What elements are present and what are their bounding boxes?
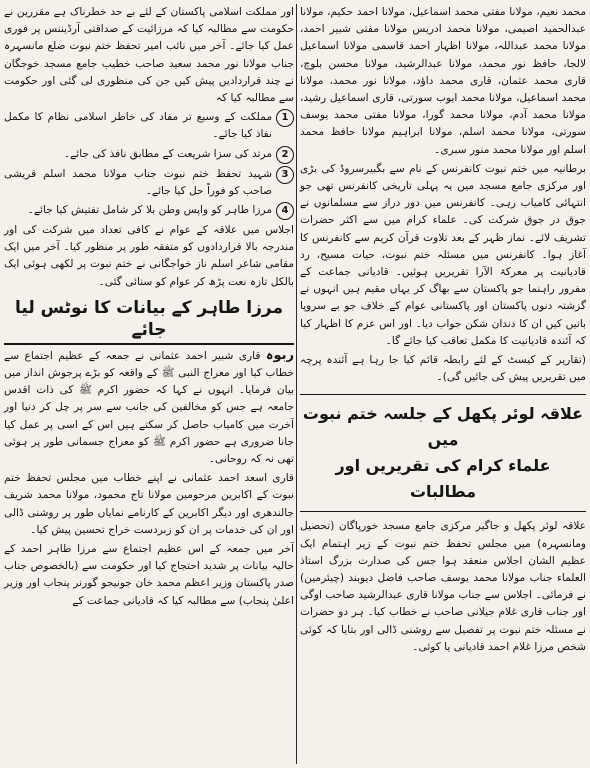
- headline-line-2: علماء کرام کی تقریریں اور مطالبات: [335, 456, 551, 502]
- conference-report: برطانیہ میں ختم نبوت کانفرنس کے نام سے بگبیرسروڈ کی بڑی اور مرکزی جامع مسجد میں یہ پہلی تاریخی کانفرنس تھی جو انتہائی کامیاب رہی۔ کانفرنس میں دور دراز سے مسلمانوں نے جوق در جوق شرکت کی۔ علماء کرام میں سے اکثر حضرات تشریف لائے۔ نماز ظہر کے بعد تلاوت قرآن کریم سے کانفرنس کا آغاز ہوا۔ کانفرنس میں مسئلہ ختم نبوت، حیات مسیح، رد قادیانیت پر معرکۃ الآرا تقریریں ہوئیں۔ قادیانی جماعت کے مفرور راہنما جو پاکستان سے بھاگ کر یہاں مقیم ہیں انہوں نے گزشتہ دنوں پاکستان اور پاکستانی عوام کے خلاف جو بے سروپا باتیں کیں ان کا دندان شکن جواب دیا۔ اور اس عزم کا اظہار کیا کہ آئندہ قادیانیت کا مکمل تعاقب کیا جائے گا۔: [300, 162, 586, 347]
- rabwah-body: قاری شبیر احمد عثمانی نے جمعہ کے عظیم اجتماع سے خطاب کیا اور معراج النبی ﷺ کے واقعہ کو بڑے پرجوش انداز میں بیان فرمایا۔ انہوں نے کہا کہ حضور اکرم ﷺ کی ذات اقدس جامعہ ہے جس کو مخالفین کی جانب سے سر پر چل کر دنیا اور آخرت میں کامیاب حاصل کر سکتے ہیں اس کے اسی پر عمل کیا جانا ضروری ہے حضور اکرم ﷺ کو معراج جسمانی طور پر ہوئی تھی نہ کہ روحانی۔: [4, 349, 294, 466]
- demand-text: شہید تحفظ ختم نبوت جناب مولانا محمد اسلم قریشی صاحب کو فوراً حل کیا جائے۔: [4, 167, 272, 197]
- rabwah-report: [4, 347, 294, 468]
- resolutions-intro: اور مملکت اسلامی پاکستان کے لئے بے حد خطرناک ہے مقررین نے حکومت سے مطالبہ کیا کہ مرزائیت کے صداقتی آرڈیننس پر فوری عمل کیا جائے۔ آخر میں نائب امیر تحفظ ختم نبوت ضلع مانسہرہ جناب مولانا نور محمد سعید صاحب خطیب جامع مسجد خوجگان نے چند قراردادیں پیش کیں جن کی منظوری لی گئی اور حکومت سے مطالبہ کیا کہ: [4, 6, 294, 105]
- column-divider: [296, 4, 297, 764]
- demand-item: [4, 146, 294, 164]
- resolutions-approval: اجلاس میں علاقہ کے عوام نے کافی تعداد میں شرکت کی اور مندرجہ بالا قراردادوں کو متفقہ طور پر منظور کیا۔ آخر میں ایک مقامی شاعر اسلم ناز خواجگانی نے ختم نبوت پر لکھی ہوئی ایک بالکل تازہ نعت پڑھ کر عوام کو سنائی گئی۔: [4, 224, 294, 288]
- cassette-note: (تقاریر کے کیسٹ کے لئے رابطہ قائم کیا جا رہا ہے آئندہ پرچہ میں تقریریں پیش کی جائیں گی)۔: [300, 354, 586, 384]
- lower-pakhal-headline: [300, 394, 586, 512]
- mirza-tahir-headline: مرزا طاہر کے بیانات کا نوٹس لیا جائے: [4, 297, 294, 345]
- rabwah-report-2: قاری اسعد احمد عثمانی نے اپنے خطاب میں مجلس تحفظ ختم نبوت کے اکابرین مرحومین مولانا تاج محمود، مولانا محمد شریف جالندھری اور دیگر اکابرین کے کارنامے نمایاں طور پر روشنی ڈالی اور ان کی خدمات پر ان کو زبردست خراج تحسین پیش کیا۔: [4, 472, 294, 536]
- demand-number: 4: [276, 202, 294, 220]
- demand-text: مرتد کی سزا شریعت کے مطابق نافذ کی جائے۔: [63, 147, 272, 160]
- demand-text: مملکت کے وسیع تر مفاد کی خاطر اسلامی نظام کا مکمل نفاذ کیا جائے۔: [4, 111, 272, 141]
- left-column: [4, 4, 294, 612]
- rabwah-report-3: آخر میں جمعہ کے اس عظیم اجتماع سے مرزا طاہر احمد کے حالیہ بیانات پر شدید احتجاج کیا اور حکومت سے (بالخصوص جناب صدر پاکستان وزیر اعظم محمد خان جونیجو گورنر پنجاب اور وزیر اعلیٰ پنجاب) سے مطالبہ کیا کہ قادیانی جماعت کے: [4, 543, 294, 607]
- demand-number: 2: [276, 146, 294, 164]
- lower-pakhal-report: علاقہ لوئر پکھل و جاگیر مرکزی جامع مسجد خورپاگان (تحصیل ومانسہرہ) میں مجلس تحفظ ختم نبوت کے زیر اہتمام ایک عظیم الشان اجلاس منعقد ہوا جس کی صدارت بزرگ استاذ العلماء جناب مولانا محمد یوسف صاحب فاضل دیوبند (چیئرمین) نے فرمائی۔ اجلاس سے جناب مولانا قاری عبدالرشید صاحب اوگی اور جناب قاری غلام جیلانی صاحب نے خطاب کیا۔ ہر دو حضرات نے مسئلہ ختم نبوت پر تفصیل سے روشنی ڈالی اور بتایا کہ کوئی شخص مرزا غلام احمد قادیانی یا کوئی۔: [300, 520, 586, 653]
- participants-list: محمد نعیم، مولانا مفتی محمد اسماعیل، مولانا احمد حکیم، مولانا عبدالحمید اصیمی، مولانا محمد ادریس مولانا مفتی شبیر احمد، مولانا محمد عبداللہ، مولانا اظہار احمد قاسمی مولانا اسماعیل لالجا، حافظ نور محمد، مولانا عبدالرشید، مولانا محسن بلوچ، قاری محمد عثمان، قاری محمد داؤد، مولانا نور محمد، مولانا محمد اسماعیل، مولانا محمد ایوب سورتی، قاری اسماعیل رشید، مولانا محمد آدم، مولانا محمد گورا، مولانا مفتی محمد یوسف سورتی، مولانا محمد اسلم، مولانا ابراہیم مولانا حافظ محمد اسلم اور مولانا محمد منور سبری۔: [300, 6, 586, 156]
- demand-number: 3: [276, 166, 294, 184]
- right-column: [300, 4, 586, 658]
- headline-line-1: علاقہ لوئر پکھل کے جلسہ ختم نبوت میں: [302, 404, 584, 450]
- demand-number: 1: [276, 109, 294, 127]
- demand-item: [4, 166, 294, 200]
- demand-text: مرزا طاہر کو واپس وطن بلا کر شامل تفتیش کیا جائے۔: [27, 204, 272, 217]
- demand-item: [4, 109, 294, 143]
- dateline: ربوہ: [265, 347, 294, 363]
- demand-item: [4, 202, 294, 220]
